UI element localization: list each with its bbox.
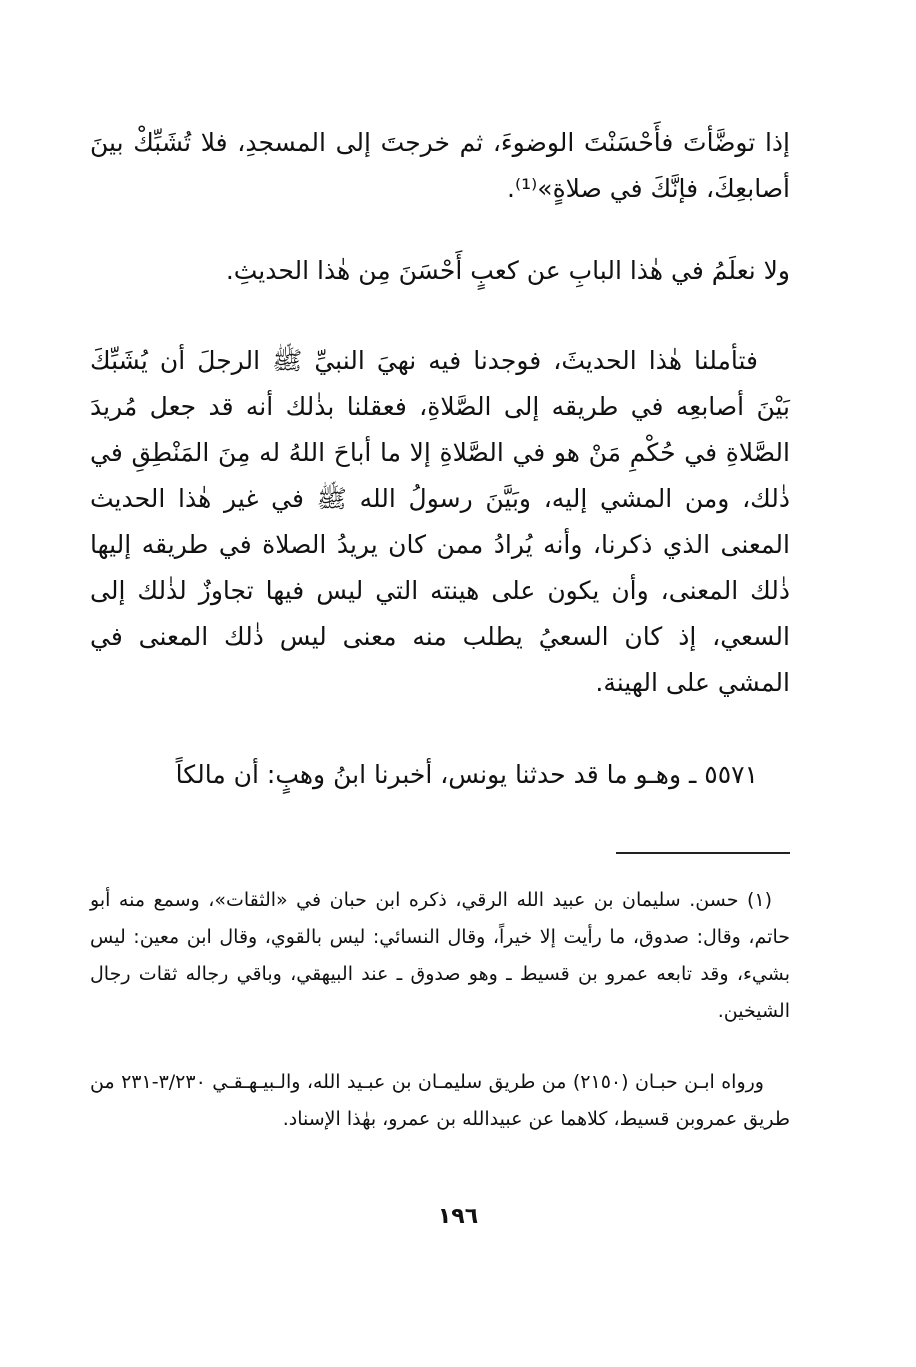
footnote-text: (١) حسن. سليمان بن عبيد الله الرقي، ذكره ابن حبان في «الثقات»، وسمع منه أبو حاتم، وقال: صدوق، ما رأيت إلا خيراً، وقال النسائي: ليس بالقوي، وقال ابن معين: ليس بشيء، وقد تابعه عمرو بن قسيط ـ وهو صدوق ـ عند البيهقي، وباقي رجاله ثقات رجال الشيخين. (90, 889, 790, 1022)
page-number: ١٩٦ (437, 1204, 479, 1229)
hadith-text-continuation (90, 120, 790, 212)
footnote-divider (616, 852, 790, 854)
analysis-paragraph (90, 338, 790, 706)
paragraph-text: ٥٥٧١ ـ وهـو ما قد حدثنا يونس، أخبرنا ابنُ وهبٍ: أن مالكاً (175, 760, 758, 789)
footnote-text: ورواه ابـن حبـان (٢١٥٠) من طريق سليمـان بن عبـيد الله، والـبيـهـقـي ٣/٢٣٠-٢٣١ من طريق عمروبن قسيط، كلاهما عن عبيدالله بن عمرو، بهٰذا الإسناد. (90, 1071, 790, 1130)
paragraph-text: ولا نعلَمُ في هٰذا البابِ عن كعبٍ أَحْسَنَ مِن هٰذا الحديثِ. (225, 256, 790, 285)
footnote-1 (90, 882, 790, 1030)
commentary-paragraph (90, 248, 790, 294)
paragraph-text: فتأملنا هٰذا الحديثَ، فوجدنا فيه نهيَ النبيِّ ﷺ الرجلَ أن يُشَبِّكَ بَيْنَ أصابعِه في طريقه إلى الصَّلاةِ، فعقلنا بذٰلك أنه قد جعل مُريدَ الصَّلاةِ في حُكْمِ مَنْ هو في الصَّلاةِ إلا ما أباحَ اللهُ له مِنَ المَنْطِقِ في ذٰلك، ومن المشي إليه، وبَيَّنَ رسولُ الله ﷺ في غير هٰذا الحديث المعنى الذي ذكرنا، وأنه يُرادُ ممن كان يريدُ الصلاة في طريقه إليها ذٰلك المعنى، وأن يكون على هينته التي ليس فيها تجاوزٌ لذٰلك إلى السعي، إذ كان السعيُ يطلب منه معنى ليس ذٰلك المعنى في المشي على الهينة. (90, 346, 790, 697)
paragraph-text: إذا توضَّأتَ فأَحْسَنْتَ الوضوءَ، ثم خرجتَ إلى المسجدِ، فلا تُشَبِّكْ بينَ أصابعِكَ، فإنَّكَ في صلاةٍ»⁽¹⁾. (90, 128, 790, 203)
hadith-number-paragraph (90, 752, 790, 798)
footnote-2 (90, 1064, 790, 1138)
